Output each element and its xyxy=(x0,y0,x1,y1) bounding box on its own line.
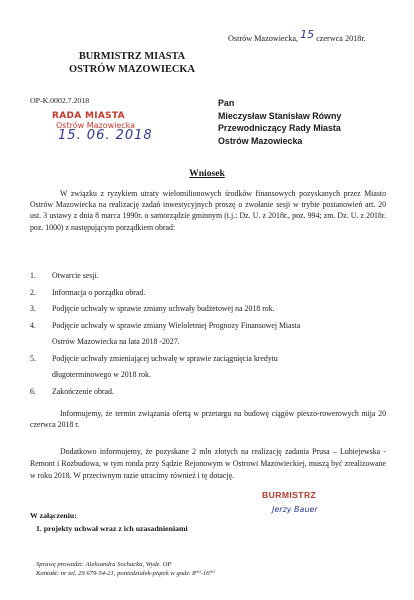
stamp-handwritten-date: 15. 06. 2018 xyxy=(58,128,153,143)
handwritten-signature: Jerzy Bauer xyxy=(272,505,318,514)
intro-paragraph: W związku z ryzykiem utraty wielomilionowych środków finansowych pozyskanych przez Miasto Ostrów Mazowiecka na realizację zadań inwestycyjnych proszę o zwołanie sesji w trybie postanowień art. 20 ust. 3 ustawy z dnia 8 marca 1990r. o samorządzie gminnym (t.j.: Dz. U. z 2018r., poz. 994; zm. Dz. U. z 2018r. poz. 1000) z następującym porządkiem obrad: xyxy=(30,189,386,232)
reference-number: OP-K.0002.7.2018 xyxy=(30,96,90,105)
agenda-text-line-1: Podjęcie uchwały w sprawie zmiany Wieloletniej Prognozy Finansowej Miasta xyxy=(52,320,301,330)
addressee-line-4: Ostrów Mazowiecka xyxy=(218,135,303,146)
agenda-text: Otwarcie sesji. xyxy=(52,271,99,280)
agenda-text: Podjęcie uchwały w sprawie zmiany uchwały budżetowej na 2018 rok. xyxy=(52,304,275,313)
agenda-item xyxy=(30,384,300,401)
agenda-item xyxy=(30,318,300,351)
footer-line-2: Kontakt: nr tel. 29 679-54-21, poniedziałek-piątek w godz. 8⁰⁰-16⁰⁰ xyxy=(36,570,215,577)
signature-stamp: BURMISTRZ xyxy=(262,490,317,500)
stamp-line-2: Ostrów Mazowiecka xyxy=(56,121,136,130)
document-title: Wniosek xyxy=(189,168,225,179)
date-place: Ostrów Mazowiecka, xyxy=(228,34,299,43)
attachment-item: 1. projekty uchwał wraz z ich uzasadnieniami xyxy=(36,524,188,533)
additional-paragraph: Dodatkowo informujemy, że pozyskane 2 mln złotych na realizację zadania Prusa – Lubiejewska - Remont i Rozbudowa, w tym ronda przy Sądzie Rejonowym w Ostrowi Mazowieckiej, muszą być zrealizowane w roku 2018. W przeciwnym razie utracimy również i tę dotację. xyxy=(30,447,386,480)
handwritten-day: 15 xyxy=(300,28,315,41)
footer-contact xyxy=(36,560,215,578)
stamp-line-1: RADA MIASTA xyxy=(52,111,125,121)
addressee-line-1: Pan xyxy=(218,98,235,108)
issuer-line-2: OSTRÓW MAZOWIECKA xyxy=(69,64,195,75)
footer-line-1: Sprawę prowadzi: Aleksandra Sochacka, Wydz. OP xyxy=(36,561,172,568)
date-month-year: czerwca 2018r. xyxy=(316,34,366,43)
agenda-item xyxy=(30,351,300,384)
info-paragraph: Informujemy, że termin związania ofertą w przetargu na budowę ciągów pieszo-rowerowych mija 20 czerwca 2018 r. xyxy=(30,409,386,430)
issuer-block xyxy=(42,50,222,76)
agenda-number: 6. xyxy=(30,386,36,396)
agenda-number: 5. xyxy=(30,353,36,363)
agenda-item xyxy=(30,301,300,318)
issuer-line-1: BURMISTRZ MIASTA xyxy=(78,51,186,62)
agenda-text: Zakończenie obrad. xyxy=(52,386,114,396)
agenda-text: Informacja o porządku obrad. xyxy=(52,287,146,297)
attachments-header: W załączeniu: xyxy=(30,511,77,520)
agenda-number: 4. xyxy=(30,320,36,330)
agenda-text-line-2: długoterminowego w 2018 rok. xyxy=(52,370,151,379)
date-line xyxy=(228,28,366,44)
agenda-text-line-2: Ostrów Mazowiecka na lata 2018 -2027. xyxy=(52,337,180,346)
agenda-number: 3. xyxy=(30,304,36,313)
agenda-number: 2. xyxy=(30,287,36,297)
agenda-item xyxy=(30,268,300,285)
agenda-list xyxy=(30,268,300,400)
agenda-number: 1. xyxy=(30,271,36,280)
addressee-block xyxy=(218,97,341,147)
agenda-item xyxy=(30,285,300,302)
agenda-text-line-1: Podjęcie uchwały zmieniającej uchwałę w sprawie zaciągnięcia kredytu xyxy=(52,353,278,363)
addressee-line-2: Mieczysław Stanisław Równy xyxy=(218,110,342,121)
addressee-line-3: Przewodniczący Rady Miasta xyxy=(218,123,341,133)
